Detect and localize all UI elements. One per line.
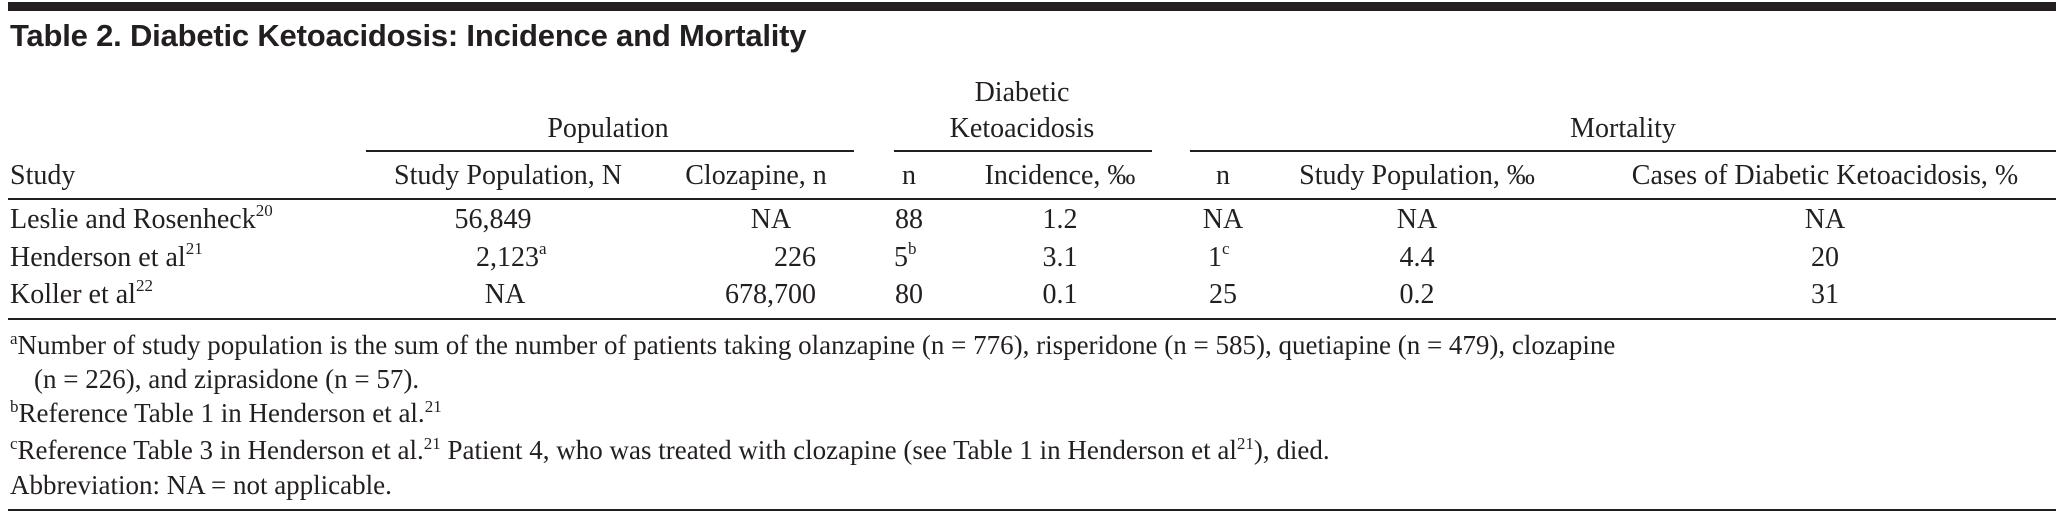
col-header-study: Study (10, 160, 76, 191)
footnote-a-line2: (n = 226), and ziprasidone (n = 57). (34, 364, 420, 394)
table-row-1-clozapine-n: NA (750, 204, 792, 235)
table-row-3-incidence: 0.1 (1042, 279, 1078, 310)
group-header-population: Population (547, 113, 669, 144)
table-row-3-mortality-study-population: 0.2 (1399, 279, 1435, 310)
table-row-3-clozapine-n: 678,700 (725, 279, 816, 310)
group-header-dka-line1: Diabetic (974, 77, 1070, 108)
col-header-study-population-n: Study Population, N (394, 160, 622, 191)
col-header-incidence: Incidence, ‰ (984, 160, 1136, 191)
table-row-2-study-population-n: 2,123$^a$ (476, 238, 547, 273)
col-header-mortality-study-population: Study Population, ‰ (1299, 160, 1535, 191)
col-header-cases-dka: Cases of Diabetic Ketoacidosis, % (1631, 160, 2019, 191)
footnote-b: $^b$Reference Table 1 in Henderson et al.$^{21}$ (10, 397, 442, 428)
table-row-1-dka-n: 88 (895, 204, 923, 235)
footnote-c: $^c$Reference Table 3 in Henderson et al.$^{21}$ Patient 4, who was treated with clozapine (see Table 1 in Henderson et $al^{21}$), died. (10, 434, 1330, 465)
table-row-2-clozapine-n: 226 (774, 242, 816, 273)
col-header-clozapine-n: Clozapine, n (685, 160, 827, 191)
col-header-dka-n: n (902, 160, 916, 191)
dka-underline (894, 150, 1152, 152)
mortality-underline (1190, 150, 2056, 152)
body-bottom-rule (8, 318, 2056, 320)
group-header-dka-line2: Ketoacidosis (949, 113, 1095, 144)
top-rule (8, 2, 2056, 11)
table-row-2-mortality-n: 1$^c$ (1208, 238, 1230, 273)
table-row-3-study-population-n: NA (484, 279, 526, 310)
footnote-a-line1: $^a$Number of study population is the sum of the number of patients taking olanzapine (n = 776), risperidone (n = 585), quetiapine (n = 479), clozapine (10, 329, 1616, 360)
table-row-1-study-population-n: 56,849 (454, 204, 532, 235)
header-rule (8, 198, 2056, 200)
table-row-2-cases-dka: 20 (1811, 242, 1839, 273)
table-row-2-study: Henderson et $al^{21}$ (10, 238, 203, 273)
table-title: Table 2. Diabetic Ketoacidosis: Incidence and Mortality (10, 18, 807, 53)
group-header-mortality: Mortality (1570, 113, 1676, 144)
col-header-mortality-n: n (1216, 160, 1230, 191)
table-row-2-mortality-study-population: 4.4 (1399, 242, 1435, 273)
table-row-3-dka-n: 80 (895, 279, 923, 310)
table-row-1-study: Leslie and Rosenheck$^{20}$ (10, 200, 273, 235)
table-row-3-mortality-n: 25 (1209, 279, 1237, 310)
table-row-2-dka-n: 5$^b$ (894, 238, 917, 273)
table-row-1-mortality-study-population: NA (1396, 204, 1438, 235)
table-row-1-mortality-n: NA (1202, 204, 1244, 235)
bottom-rule (8, 509, 2056, 511)
table-row-2-incidence: 3.1 (1042, 242, 1078, 273)
table-row-1-incidence: 1.2 (1042, 204, 1078, 235)
population-underline (366, 150, 854, 152)
table-row-3-cases-dka: 31 (1811, 279, 1839, 310)
table-row-1-cases-dka: NA (1804, 204, 1846, 235)
table-row-3-study: Koller et $al^{22}$ (10, 275, 153, 310)
footnote-abbreviation: Abbreviation: NA = not applicable. (10, 470, 392, 500)
